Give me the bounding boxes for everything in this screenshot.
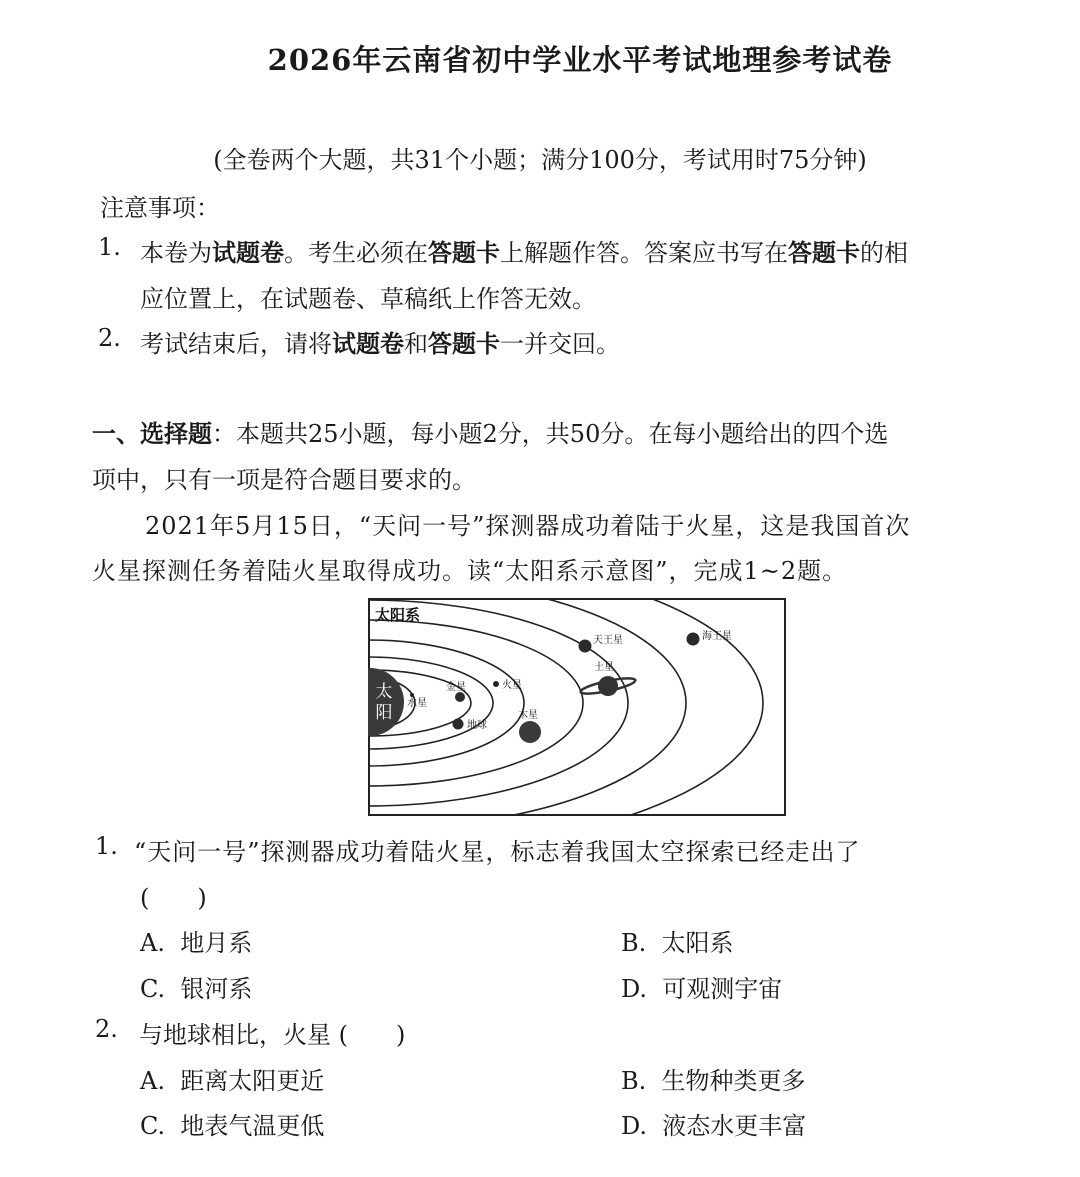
- mars-label: 火星: [502, 680, 522, 691]
- q2-option-a[interactable]: [140, 1061, 324, 1096]
- q1-option-c[interactable]: [140, 969, 252, 1004]
- neptune-dot: [687, 633, 700, 646]
- notice-2-text-b: 和: [404, 330, 428, 358]
- earth-label: 地球: [467, 720, 487, 731]
- venus-label: 金星: [446, 682, 466, 693]
- q2-option-b-letter: B.: [621, 1067, 647, 1095]
- notice-heading: 注意事项：: [100, 194, 220, 222]
- notice-1-text-b: 。考生必须在: [284, 239, 428, 267]
- section-1-line2: 项中，只有一项是符合题目要求的。: [92, 466, 476, 494]
- solar-system-diagram: [368, 598, 786, 816]
- earth-dot: [453, 719, 464, 730]
- question-2-stem: 与地球相比，火星 ( ): [139, 1021, 406, 1049]
- question-2-number: 2.: [95, 1015, 118, 1043]
- section-1-text: ：本题共25小题，每小题2分，共50分。在每小题给出的四个选: [212, 420, 889, 448]
- q1-option-b-text: 太阳系: [661, 929, 734, 957]
- sun-label-1: 太: [375, 682, 393, 702]
- section-1-label: 一、选择题: [92, 419, 212, 448]
- q1-option-a-letter: A.: [140, 929, 165, 957]
- saturn-label: 土星: [594, 662, 614, 673]
- exam-subtitle: (全卷两个大题，共31个小题；满分100分，考试用时75分钟): [213, 146, 867, 174]
- notice-2-text-c: 一并交回。: [500, 330, 620, 358]
- q2-option-d-letter: D.: [621, 1112, 648, 1140]
- q1-option-c-text: 银河系: [180, 975, 253, 1003]
- notice-item-2-line: [140, 324, 620, 359]
- q2-option-d[interactable]: [621, 1106, 806, 1141]
- mars-dot: [493, 681, 499, 687]
- q1-option-d-text: 可观测宇宙: [662, 975, 783, 1003]
- passage-line1: 2021年5月15日，“天问一号”探测器成功着陆于火星，这是我国首次: [145, 512, 911, 540]
- jupiter-label: 木星: [518, 710, 538, 721]
- notice-1-text-a: 本卷为: [140, 239, 212, 267]
- mercury-dot: [410, 693, 414, 697]
- q1-option-a-text: 地月系: [180, 929, 253, 957]
- q1-option-b-letter: B.: [621, 929, 647, 957]
- passage-line2: 火星探测任务着陆火星取得成功。读“太阳系示意图”，完成1~2题。: [92, 557, 848, 585]
- notice-1-bold-b: 答题卡: [428, 238, 500, 267]
- section-1-line1: [92, 414, 888, 449]
- notice-item-1-number: 1.: [98, 233, 121, 261]
- q2-option-c[interactable]: [140, 1106, 324, 1141]
- q1-option-a[interactable]: [140, 923, 252, 958]
- q2-option-d-text: 液态水更丰富: [662, 1112, 807, 1140]
- question-1-answer-blank: ( ): [140, 884, 207, 912]
- uranus-dot: [579, 640, 592, 653]
- notice-1-text-d: 的相: [860, 239, 908, 267]
- q1-option-d-letter: D.: [621, 975, 648, 1003]
- notice-2-bold-b: 答题卡: [428, 329, 500, 358]
- notice-2-bold-a: 试题卷: [332, 329, 404, 358]
- q2-option-a-letter: A.: [140, 1067, 165, 1095]
- q2-option-b[interactable]: [621, 1061, 806, 1096]
- notice-item-2-number: 2.: [98, 324, 121, 352]
- q2-option-c-text: 地表气温更低: [180, 1112, 325, 1140]
- jupiter-dot: [519, 721, 541, 743]
- notice-1-bold-c: 答题卡: [788, 238, 860, 267]
- question-1-stem: “天问一号”探测器成功着陆火星，标志着我国太空探索已经走出了: [134, 838, 861, 866]
- q2-option-c-letter: C.: [140, 1112, 166, 1140]
- notice-1-bold-a: 试题卷: [212, 238, 284, 267]
- q1-option-c-letter: C.: [140, 975, 166, 1003]
- notice-1-text-c: 上解题作答。答案应书写在: [500, 239, 788, 267]
- mercury-label: 水星: [407, 698, 427, 709]
- notice-item-1-line2: 应位置上，在试题卷、草稿纸上作答无效。: [140, 285, 596, 313]
- q2-option-a-text: 距离太阳更近: [180, 1067, 325, 1095]
- notice-item-1-line1: [140, 233, 908, 268]
- q1-option-d[interactable]: [621, 969, 782, 1004]
- exam-title: 2026年云南省初中学业水平考试地理参考试卷: [267, 43, 893, 77]
- q2-option-b-text: 生物种类更多: [661, 1067, 806, 1095]
- diagram-title: 太阳系: [375, 606, 421, 624]
- sun-label-2: 阳: [375, 703, 393, 723]
- uranus-label: 天王星: [593, 635, 623, 646]
- q1-option-b[interactable]: [621, 923, 734, 958]
- venus-dot: [455, 692, 465, 702]
- neptune-label: 海王星: [702, 631, 732, 642]
- notice-2-text-a: 考试结束后，请将: [140, 330, 332, 358]
- question-1-number: 1.: [95, 832, 118, 860]
